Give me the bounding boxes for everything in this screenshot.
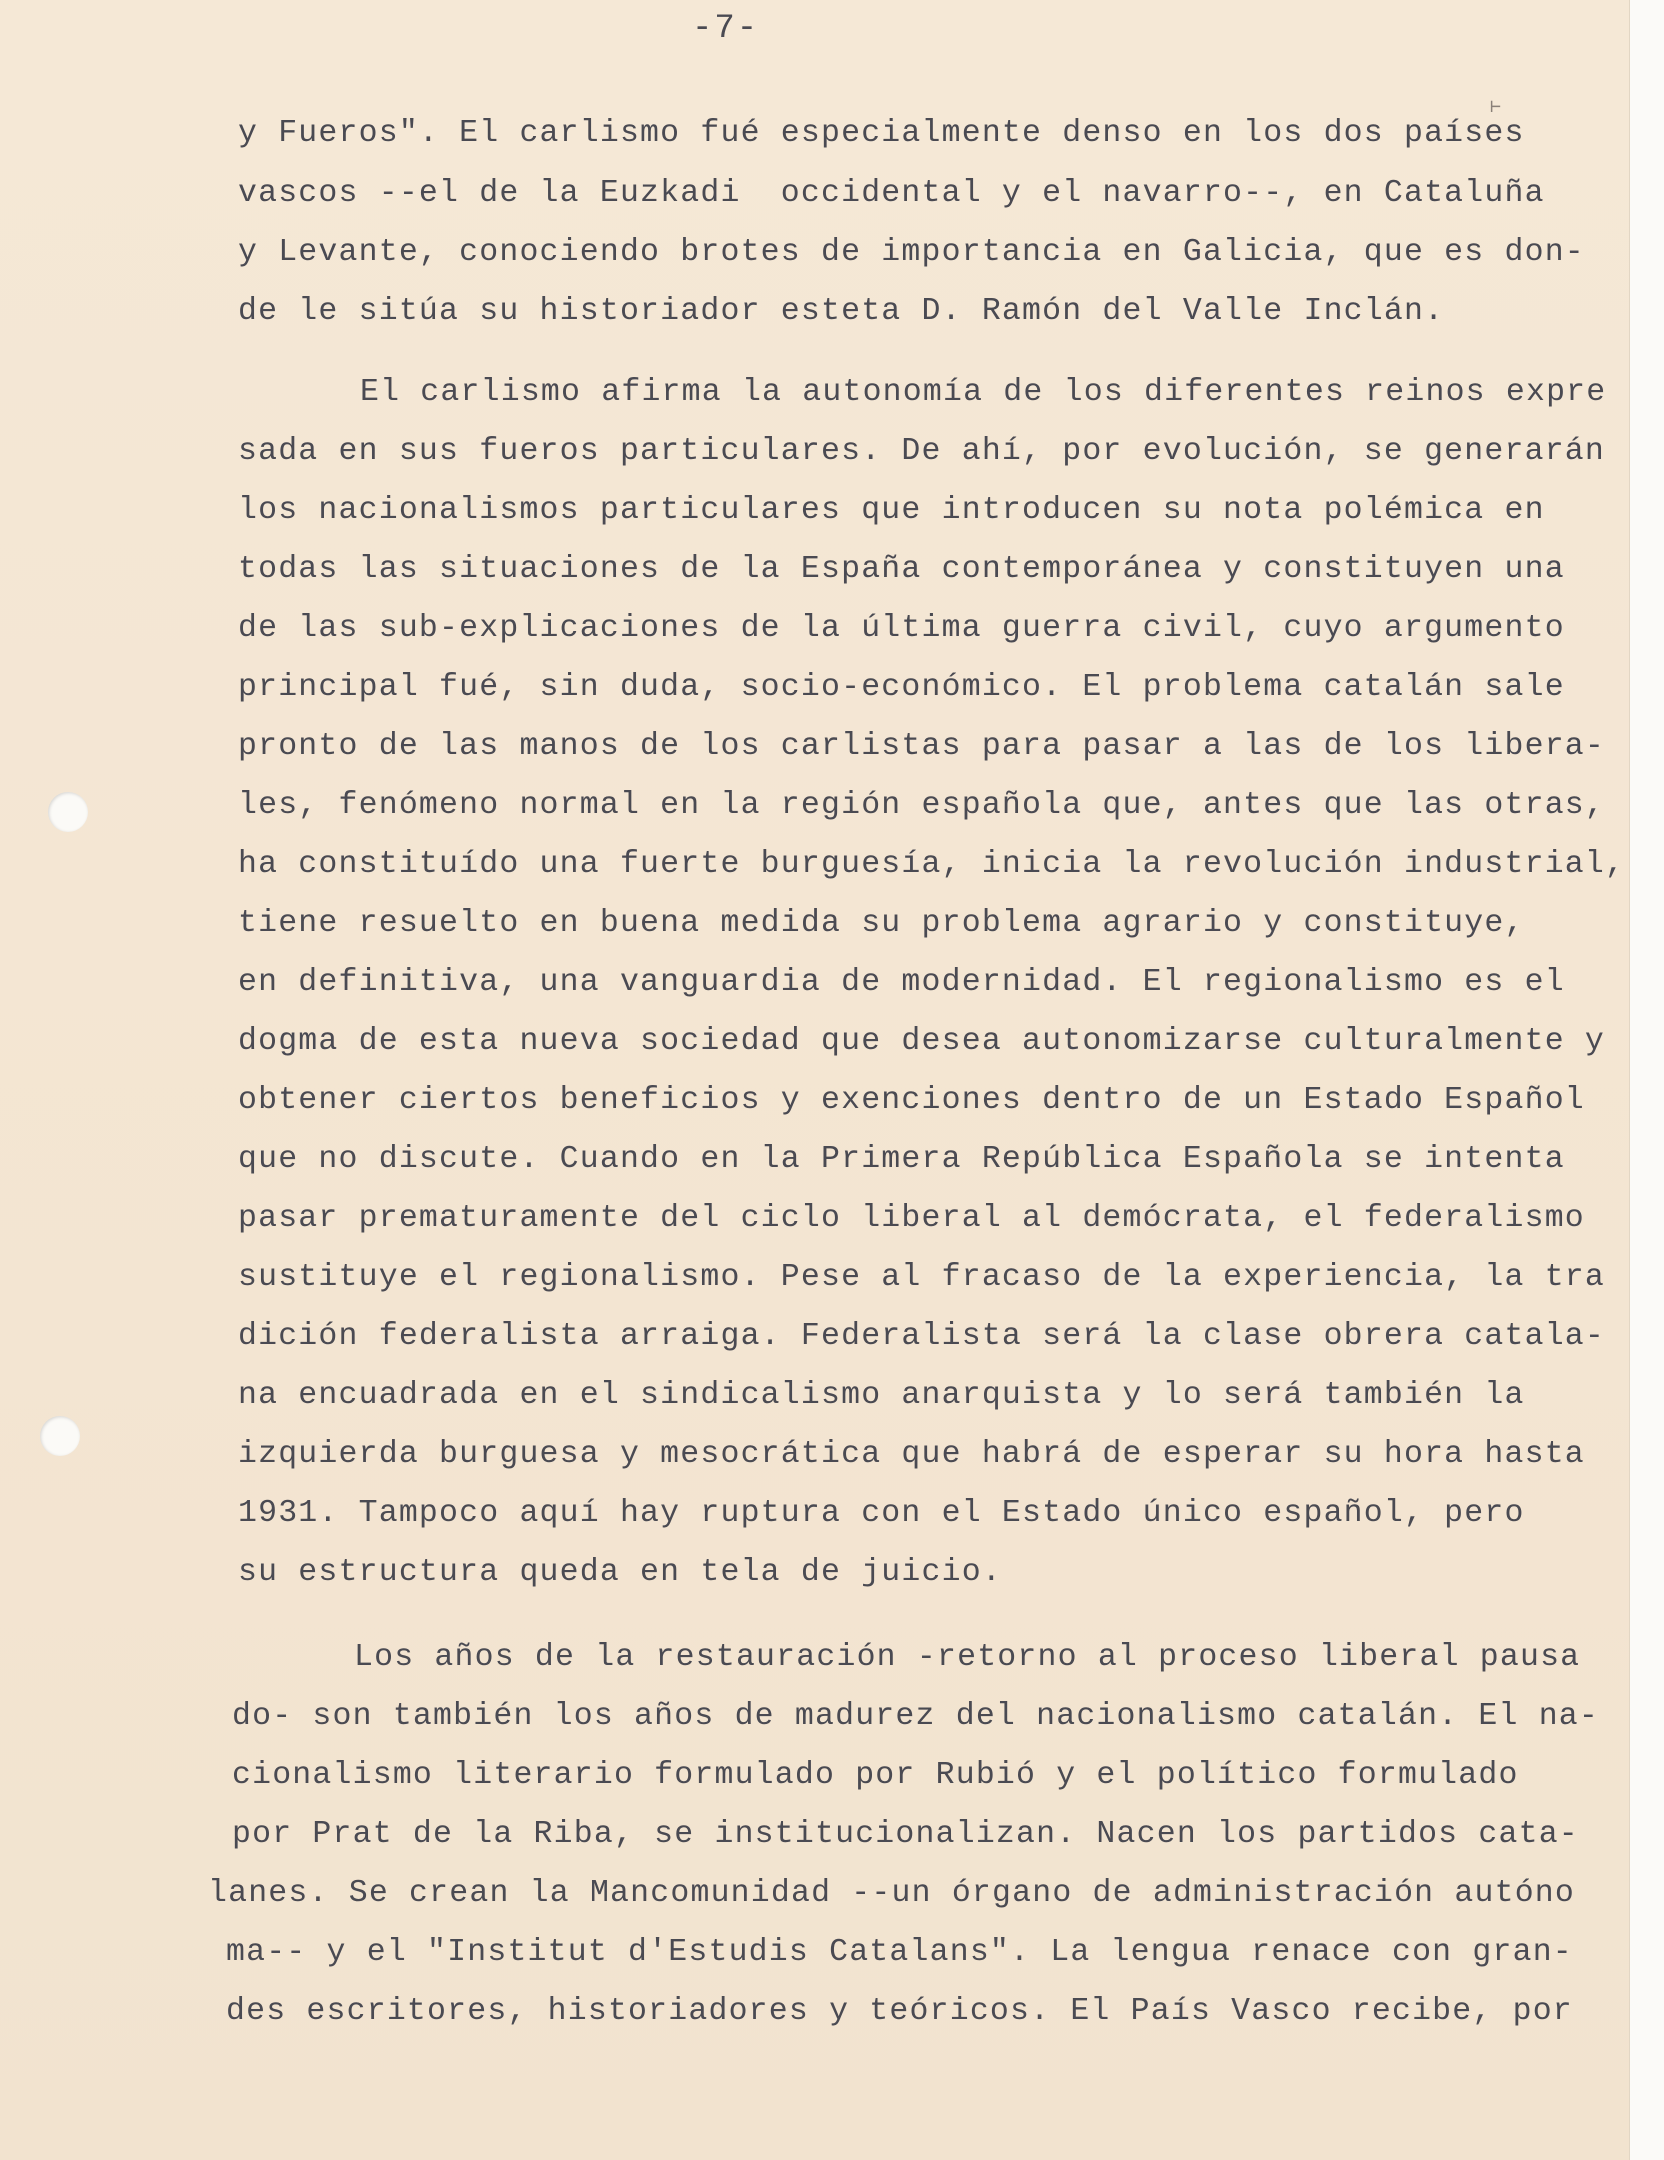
- punch-hole: [48, 792, 88, 832]
- text-line: ma-- y el "Institut d'Estudis Catalans". La lengua renace con gran-: [226, 1935, 1573, 1970]
- text-line: pronto de las manos de los carlistas para pasar a las de los libera-: [238, 729, 1606, 764]
- text-line: do- son también los años de madurez del nacionalismo catalán. El na-: [232, 1699, 1600, 1734]
- text-line: izquierda burguesa y mesocrática que habrá de esperar su hora hasta: [238, 1437, 1585, 1472]
- punch-hole: [40, 1416, 80, 1456]
- text-line: vascos --el de la Euzkadi occidental y el navarro--, en Cataluña: [238, 176, 1545, 211]
- text-line: cionalismo literario formulado por Rubió y el político formulado: [232, 1758, 1519, 1793]
- text-line: dición federalista arraiga. Federalista será la clase obrera catala-: [238, 1319, 1606, 1354]
- text-line: de le sitúa su historiador esteta D. Ramón del Valle Inclán.: [238, 294, 1445, 329]
- text-line: y Fueros". El carlismo fué especialmente denso en los dos países: [238, 116, 1525, 151]
- text-line: en definitiva, una vanguardia de modernidad. El regionalismo es el: [238, 965, 1565, 1000]
- text-line: sada en sus fueros particulares. De ahí, por evolución, se generarán: [238, 434, 1606, 469]
- text-line: y Levante, conociendo brotes de importancia en Galicia, que es don-: [238, 235, 1585, 270]
- text-line: tiene resuelto en buena medida su problema agrario y constituye,: [238, 906, 1525, 941]
- text-line: ha constituído una fuerte burguesía, inicia la revolución industrial,: [238, 847, 1626, 882]
- text-line: 1931. Tampoco aquí hay ruptura con el Estado único español, pero: [238, 1496, 1525, 1531]
- text-line: su estructura queda en tela de juicio.: [238, 1555, 1002, 1590]
- text-line: por Prat de la Riba, se institucionalizan. Nacen los partidos cata-: [232, 1817, 1579, 1852]
- text-line: principal fué, sin duda, socio-económico. El problema catalán sale: [238, 670, 1565, 705]
- text-line: sustituye el regionalismo. Pese al fracaso de la experiencia, la tra: [238, 1260, 1606, 1295]
- text-line: que no discute. Cuando en la Primera República Española se intenta: [238, 1142, 1565, 1177]
- text-line: los nacionalismos particulares que introducen su nota polémica en: [238, 493, 1545, 528]
- text-line: obtener ciertos beneficios y exenciones dentro de un Estado Español: [238, 1083, 1585, 1118]
- text-line: dogma de esta nueva sociedad que desea autonomizarse culturalmente y: [238, 1024, 1606, 1059]
- text-line: pasar prematuramente del ciclo liberal al demócrata, el federalismo: [238, 1201, 1585, 1236]
- paper-edge: [1629, 0, 1664, 2160]
- page-number: -7-: [692, 10, 760, 48]
- text-line: todas las situaciones de la España contemporánea y constituyen una: [238, 552, 1565, 587]
- text-line: lanes. Se crean la Mancomunidad --un órgano de administración autóno: [208, 1876, 1576, 1911]
- text-line: de las sub-explicaciones de la última guerra civil, cuyo argumento: [238, 611, 1565, 646]
- text-line: El carlismo afirma la autonomía de los diferentes reinos expre: [360, 375, 1607, 410]
- text-line: Los años de la restauración -retorno al proceso liberal pausa: [354, 1640, 1581, 1675]
- text-line: na encuadrada en el sindicalismo anarquista y lo será también la: [238, 1378, 1525, 1413]
- text-line: les, fenómeno normal en la región española que, antes que las otras,: [238, 788, 1606, 823]
- text-line: des escritores, historiadores y teóricos. El País Vasco recibe, por: [226, 1994, 1573, 2029]
- margin-mark: ⊢: [1490, 98, 1501, 118]
